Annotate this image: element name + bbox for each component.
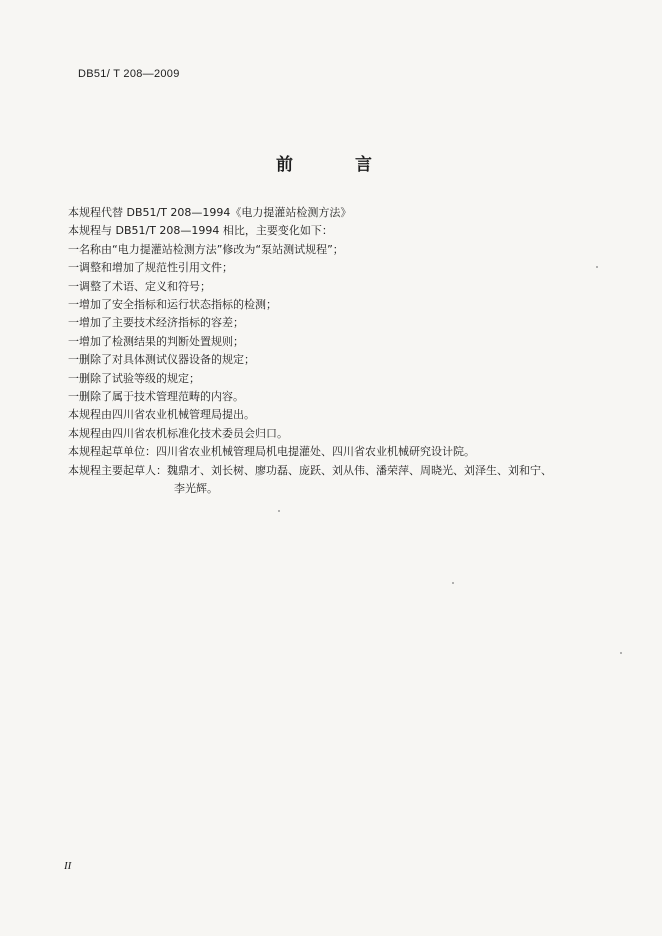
change-item: 一名称由“电力提灌站检测方法”修改为“泵站测试规程”； [68,242,344,256]
body-line: 本规程代替 DB51/T 208—1994《电力提灌站检测方法》 [68,206,352,219]
change-item: 一增加了安全指标和运行状态指标的检测； [68,298,277,312]
change-item: 一调整了术语、定义和符号； [68,279,211,293]
body-line: 本规程由四川省农业机械管理局提出。 [68,408,255,422]
drafters-names: 魏鼎才、刘长树、廖功磊、庞跃、刘从伟、潘荣萍、周晓光、刘泽生、刘和宁、 [167,463,552,477]
scan-speck [620,652,622,654]
body-line: 本规程与 DB51/T 208—1994 相比，主要变化如下： [68,224,333,238]
change-item: 一调整和增加了规范性引用文件； [68,261,233,275]
drafting-units-line: 本规程起草单位：四川省农业机械管理局机电提灌处、四川省农业机械研究设计院。 [68,445,475,459]
drafters-label: 本规程主要起草人： [68,463,167,477]
page-title: 前 言 [276,155,400,175]
scan-speck [452,582,454,584]
body-line: 本规程由四川省农机标准化技术委员会归口。 [68,426,288,440]
change-item: 一增加了主要技术经济指标的容差； [68,316,244,330]
drafters-line [68,462,628,480]
page-number: II [64,860,72,872]
scan-speck [596,266,598,268]
change-item: 一删除了对具体测试仪器设备的规定； [68,353,255,367]
standard-code: DB51/ T 208—2009 [78,68,180,80]
drafters-names-continued: 李光辉。 [174,482,218,496]
change-item: 一删除了属于技术管理范畴的内容。 [68,390,244,404]
change-item: 一删除了试验等级的规定； [68,371,200,385]
scan-speck [278,510,280,512]
change-item: 一增加了检测结果的判断处置规则； [68,334,244,348]
foreword-body [68,204,628,499]
